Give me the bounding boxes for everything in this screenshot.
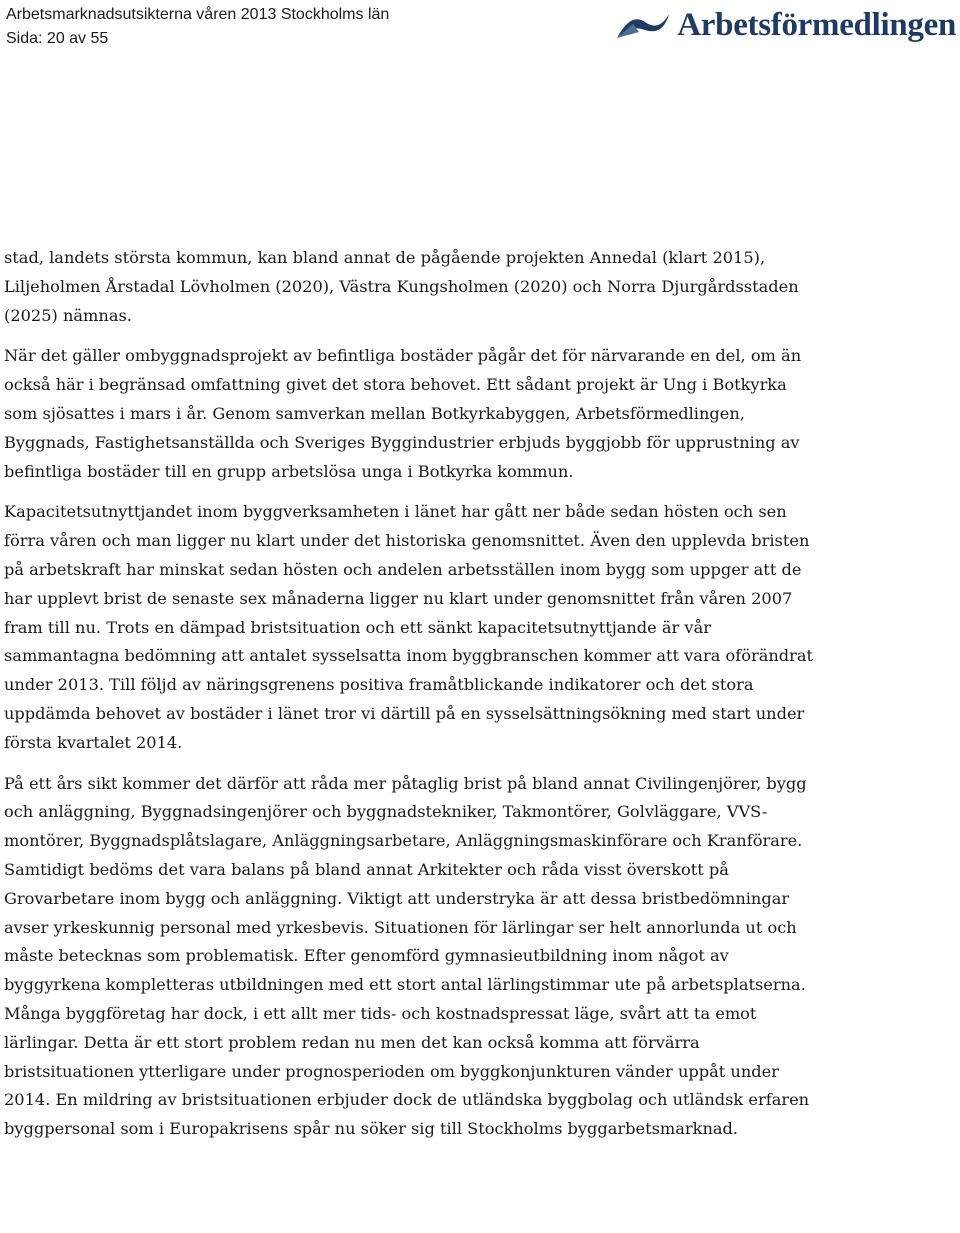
paragraph: stad, landets största kommun, kan bland annat de pågående projekten Annedal (klart 2015), Liljeholmen Årstadal Lövholmen (2020), Västra Kungsholmen (2020) och Norra Djurgårdsstaden (2025) nämnas.	[4, 248, 799, 325]
paragraph: Kapacitetsutnyttjandet inom byggverksamheten i länet har gått ner både sedan hösten och sen förra våren och man ligger nu klart under det historiska genomsnittet. Även den upplevda bristen på arbetskraft har minskat sedan hösten och andelen arbetsställen inom bygg som uppger att de har upplevt brist de senaste sex månaderna ligger nu klart under genomsnittet från våren 2007 fram till nu. Trots en dämpad bristsituation och ett sänkt kapacitetsutnyttjande är vår sammantagna bedömning att antalet sysselsatta inom byggbranschen kommer att vara oförändrat under 2013. Till följd av näringsgrenens positiva framåtblickande indikatorer och det stora uppdämda behovet av bostäder i länet tror vi därtill på en sysselsättningsökning med start under första kvartalet 2014.	[4, 502, 814, 752]
paragraph: På ett års sikt kommer det därför att råda mer påtaglig brist på bland annat Civilingenjörer, bygg och anläggning, Byggnadsingenjörer och byggnadstekniker, Takmontörer, Golvläggare, VVS-montörer, Byggnadsplåtslagare, Anläggningsarbetare, Anläggningsmaskinförare och Kranförare. Samtidigt bedöms det vara balans på bland annat Arkitekter och råda visst överskott på Grovarbetare inom bygg och anläggning. Viktigt att understryka är att dessa bristbedömningar avser yrkeskunnig personal med yrkesbevis. Situationen för lärlingar ser helt annorlunda ut och måste betecknas som problematisk. Efter genomförd gymnasieutbildning inom något av byggyrkena kompletteras utbildningen med ett stort antal lärlingstimmar ute på arbetsplatserna. Många byggföretag har dock, i ett allt mer tids- och kostnadspressat läge, svårt att ta emot lärlingar. Detta är ett stort problem redan nu men det kan också komma att förvärra bristsituationen ytterligare under prognosperioden om byggkonjunkturen vänder uppåt under 2014. En mildring av bristsituationen erbjuder dock de utländska byggbolag och utländsk erfaren byggpersonal som i Europakrisens spår nu söker sig till Stockholms byggarbetsmarknad.	[4, 773, 810, 1139]
arbetsformedlingen-logo-icon	[615, 10, 671, 40]
paragraph: När det gäller ombyggnadsprojekt av befintliga bostäder pågår det för närvarande en del, om än också här i begränsad omfattning givet det stora behovet. Ett sådant projekt är Ung i Botkyrka som sjösattes i mars i år. Genom samverkan mellan Botkyrkabyggen, Arbetsförmedlingen, Byggnads, Fastighetsanställda och Sveriges Byggindustrier erbjuds byggjobb för upprustning av befintliga bostäder till en grupp arbetslösa unga i Botkyrka kommun.	[4, 346, 802, 481]
page-header	[6, 3, 389, 51]
report-title: Arbetsmarknadsutsikterna våren 2013 Stockholms län	[6, 6, 390, 23]
page-number: Sida: 20 av 55	[6, 30, 109, 47]
logo-text: Arbetsförmedlingen	[677, 6, 956, 43]
document-body	[4, 244, 824, 1156]
arbetsformedlingen-logo	[615, 4, 956, 46]
